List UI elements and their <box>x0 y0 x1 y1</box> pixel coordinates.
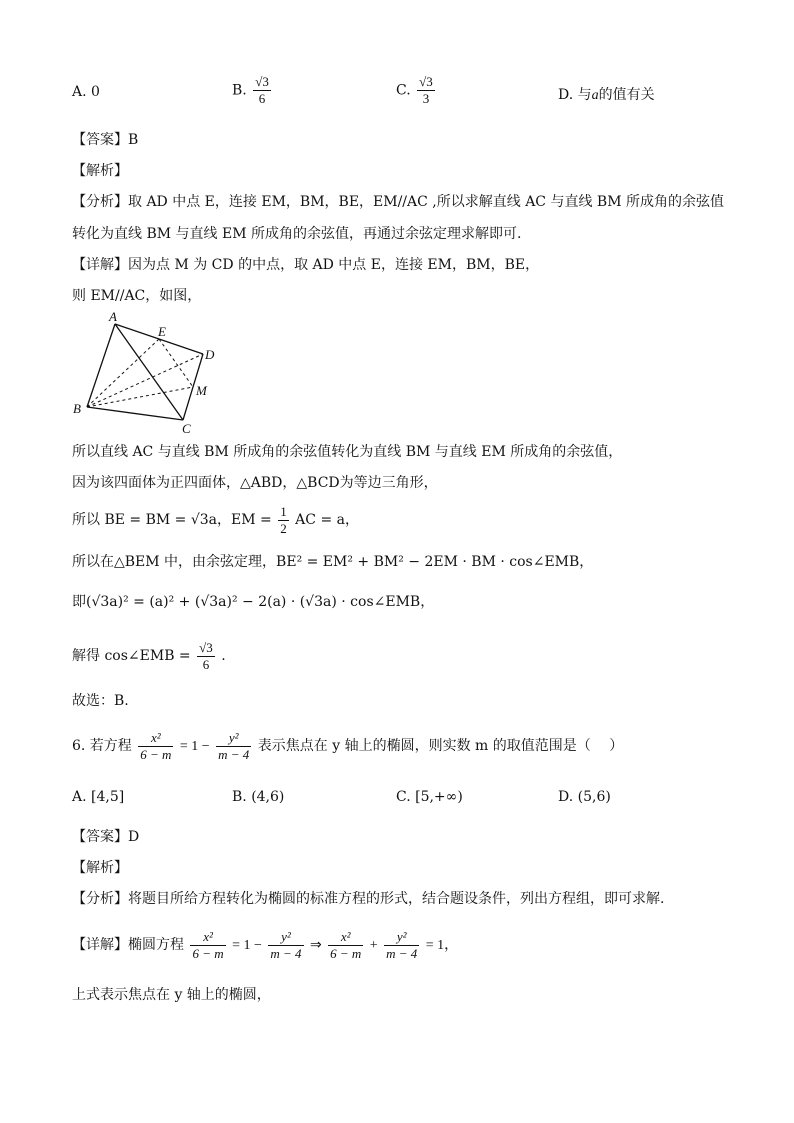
q5-eq4-fraction <box>197 640 215 673</box>
q5-eq4-prefix: 解得 cos∠EMB = <box>72 648 191 664</box>
q6-option-a: A. [4,5] <box>72 789 125 805</box>
option-d <box>558 84 655 104</box>
label-c: C <box>182 421 191 436</box>
q6-detail-end: = 1， <box>425 938 459 953</box>
q6-d-f1-denominator: 6 − m <box>192 945 224 961</box>
edge-ac <box>115 324 183 420</box>
q6-detail-fraction-3 <box>328 929 363 962</box>
q5-equation-2: 所以在△BEM 中，由余弦定理，BE² = EM² + BM² − 2EM · BM · cos∠EMB， <box>72 554 594 570</box>
q6-d-f4-numerator: y² <box>384 929 419 946</box>
q6-detail-arrow: ⇒ <box>309 938 322 953</box>
q5-equation-4 <box>72 636 226 676</box>
q5-eq1-suffix: AC = a， <box>295 512 359 528</box>
option-d-var: a <box>591 88 599 103</box>
dashed-em <box>159 339 193 387</box>
q6-detail-fraction-2 <box>268 929 303 962</box>
q5-analysis-line-1: 【分析】取 AD 中点 E，连接 EM，BM，BE，EM//AC ,所以求解直线 AC 与直线 BM 所成角的余弦值 <box>72 194 724 210</box>
q6-f1-denominator: 6 − m <box>140 746 172 762</box>
edge-ab <box>87 324 115 407</box>
q6-analysis-line: 【分析】将题目所给方程转化为椭圆的标准方程的形式，结合题设条件，列出方程组，即可求解. <box>72 891 665 907</box>
q5-eq1-numerator: 1 <box>280 503 287 519</box>
q6-detail-fraction-1 <box>190 929 225 962</box>
q5-eq4-suffix: . <box>221 648 226 664</box>
q6-option-d: D. (5,6) <box>558 789 611 805</box>
q5-detail-line-2: 则 EM//AC，如图， <box>72 288 202 304</box>
option-b-denominator: 6 <box>258 91 266 106</box>
q5-transfer-line: 所以直线 AC 与直线 BM 所成角的余弦值转化为直线 BM 与直线 EM 所成角的余弦值， <box>72 444 623 460</box>
dashed-bd <box>87 354 203 407</box>
label-e: E <box>158 324 166 339</box>
q5-analysis-header: 【解析】 <box>72 163 128 179</box>
q6-stem-prefix: 6. 若方程 <box>72 738 132 754</box>
q6-detail-prefix: 【详解】椭圆方程 <box>72 937 184 953</box>
q6-option-b: B. (4,6) <box>232 789 285 805</box>
q6-detail <box>72 925 458 966</box>
edge-bc <box>87 407 183 420</box>
q5-eq4-denominator: 6 <box>202 656 210 672</box>
q6-stem <box>72 726 623 767</box>
q5-answer: 【答案】B <box>72 132 139 148</box>
option-b <box>232 74 273 107</box>
q6-d-f3-numerator: x² <box>328 929 363 946</box>
q5-analysis-line-2: 转化为直线 BM 与直线 EM 所成角的余弦值，再通过余弦定理求解即可. <box>72 226 522 242</box>
q6-d-f3-denominator: 6 − m <box>330 945 362 961</box>
q6-analysis-header: 【解析】 <box>72 860 128 876</box>
option-d-suffix: 的值有关 <box>598 87 655 103</box>
option-c <box>396 74 437 107</box>
q6-d-f4-denominator: m − 4 <box>386 945 418 961</box>
q6-f2-denominator: m − 4 <box>218 746 250 762</box>
option-c-label: C. <box>396 82 411 99</box>
option-b-numerator: √3 <box>255 74 269 89</box>
q6-last-line: 上式表示焦点在 y 轴上的椭圆， <box>72 987 271 1003</box>
option-c-fraction <box>417 74 435 107</box>
q6-detail-fraction-4 <box>384 929 419 962</box>
q5-eq4-numerator: √3 <box>199 639 213 655</box>
option-a: A. 0 <box>72 84 100 100</box>
q6-option-c: C. [5,+∞) <box>396 789 463 805</box>
q5-eq1-fraction <box>278 504 289 537</box>
q5-equation-3: 即(√3a)² = (a)² + (√3a)² − 2(a) · (√3a) · cos∠EMB， <box>72 594 435 610</box>
q6-d-f2-numerator: y² <box>268 929 303 946</box>
q5-equation-1 <box>72 500 359 540</box>
q5-tetra-line: 因为该四面体为正四面体，△ABD，△BCD为等边三角形， <box>72 475 438 491</box>
q5-eq1-prefix: 所以 BE = BM = √3a，EM = <box>72 512 272 528</box>
option-b-fraction <box>253 74 271 107</box>
q5-eq1-denominator: 2 <box>280 520 287 536</box>
q6-f2-numerator: y² <box>216 730 251 747</box>
q6-detail-plus: + <box>369 938 378 953</box>
option-b-label: B. <box>232 82 247 99</box>
q6-stem-mid: = 1 − <box>179 739 210 754</box>
q6-stem-suffix: 表示焦点在 y 轴上的椭圆，则实数 m 的取值范围是（ ） <box>257 738 624 754</box>
q6-stem-fraction-1 <box>138 730 173 763</box>
q6-f1-numerator: x² <box>138 730 173 747</box>
option-c-numerator: √3 <box>419 74 433 89</box>
q6-d-f2-denominator: m − 4 <box>270 945 302 961</box>
label-a: A <box>109 309 117 324</box>
q5-detail-line-1: 【详解】因为点 M 为 CD 的中点，取 AD 中点 E，连接 EM，BM，BE， <box>72 257 540 273</box>
q5-choice: 故选：B. <box>72 693 129 709</box>
option-d-prefix: D. 与 <box>558 87 592 103</box>
label-m: M <box>196 383 207 398</box>
label-b: B <box>73 401 81 416</box>
q6-answer: 【答案】D <box>72 829 140 845</box>
q6-detail-mid: = 1 − <box>232 938 262 953</box>
label-d: D <box>205 347 215 362</box>
dashed-bm <box>87 387 193 407</box>
q6-d-f1-numerator: x² <box>190 929 225 946</box>
tetrahedron-figure <box>70 308 230 436</box>
q6-stem-fraction-2 <box>216 730 251 763</box>
option-c-denominator: 3 <box>422 91 430 106</box>
